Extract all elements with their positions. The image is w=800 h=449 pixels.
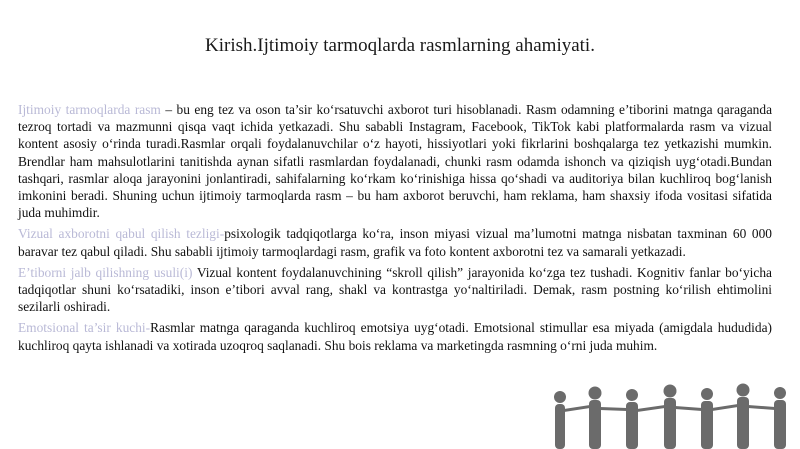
- paragraph-text: – bu eng tez va oson ta’sir ko‘rsatuvchi axborot turi hisoblanadi. Rasm odamning e’tiborini matnga qaraganda tezroq tortadi va mazmunni qisqa vaqt ichida yetkazadi. Shu sababli Instagram, Facebook, TikTok kabi platformalarda rasm va vizual kontent asosiy o‘rinda turadi.Rasmlar orqali foydalanuvchilar o‘z hayoti, hissiyotlari yoki fikrlarini boshqalarga tez yetkazishi mumkin. Brendlar ham mahsulotlarini tanitishda aynan sifatli rasmlardan foydalanadi, chunki rasm odamda ishonch va qiziqish uyg‘otadi.Bundan tashqari, rasmlar aloqa jarayonini jonlantiradi, sahifalarning ko‘rkam ko‘rinishiga hissa qo‘shadi va auditoriya bilan kuchliroq bog‘lanish imkonini beradi. Shuning uchun ijtimoiy tarmoqlarda rasm – bu ham axborot beruvchi, ham reklama, ham shaxsiy ifoda vositasi sifatida juda muhimdir.: [18, 102, 773, 221]
- slide-title: Kirish.Ijtimoiy tarmoqlarda rasmlarning ahamiyati.: [205, 35, 595, 56]
- paragraph-emotional-impact: [18, 319, 772, 353]
- paragraph-lead: E’tiborni jalb qilishning usuli(i): [18, 264, 193, 280]
- paragraph-visual-perception: [18, 225, 772, 259]
- paragraph-lead: Emotsional ta’sir kuchi-: [18, 320, 151, 336]
- slide-body: [18, 101, 772, 358]
- paragraph-social-media-image: [18, 101, 772, 221]
- title-bar: [0, 24, 800, 68]
- person-silhouette: [774, 387, 786, 449]
- paragraph-lead: Ijtimoiy tarmoqlarda rasm: [18, 102, 161, 117]
- paragraph-lead: Vizual axborotni qabul qilish tezligi-: [18, 226, 225, 242]
- paragraph-text: Rasmlar matnga qaraganda kuchliroq emotsiya uyg‘otadi. Emotsional stimullar esa miyada (amigdala hududida) kuchliroq qayta ishlanadi va xotirada uzoqroq saqlanadi. Shu bois reklama va marketingda rasmning o‘rni juda muhim.: [18, 320, 772, 353]
- paragraph-attention: [18, 264, 772, 316]
- people-silhouette-image: [540, 359, 800, 449]
- paragraph-text: psixologik tadqiqotlarga ko‘ra, inson miyasi vizual ma’lumotni matnga nisbatan taxminan 60 000 baravar tez qabul qiladi. Shu sababli ijtimoiy tarmoqlardagi rasm, grafik va foto kontent axborotni tez va samarali yetkazadi.: [18, 226, 772, 259]
- person-silhouette: [664, 385, 677, 449]
- person-silhouette: [626, 389, 638, 449]
- person-silhouette: [737, 384, 750, 449]
- person-silhouette: [701, 388, 713, 449]
- person-silhouette: [554, 391, 566, 449]
- paragraph-text: Vizual kontent foydalanuvchining “skroll qilish” jarayonida ko‘zga tez tushadi. Kognitiv fanlar bo‘yicha tadqiqotlar shuni ko‘rsatadiki, inson e’tibori avval rang, shakl va kontrastga yo‘naltiriladi. Demak, rasm postning ko‘rilish ehtimolini sezilarli oshiradi.: [18, 264, 772, 315]
- person-silhouette: [589, 387, 602, 449]
